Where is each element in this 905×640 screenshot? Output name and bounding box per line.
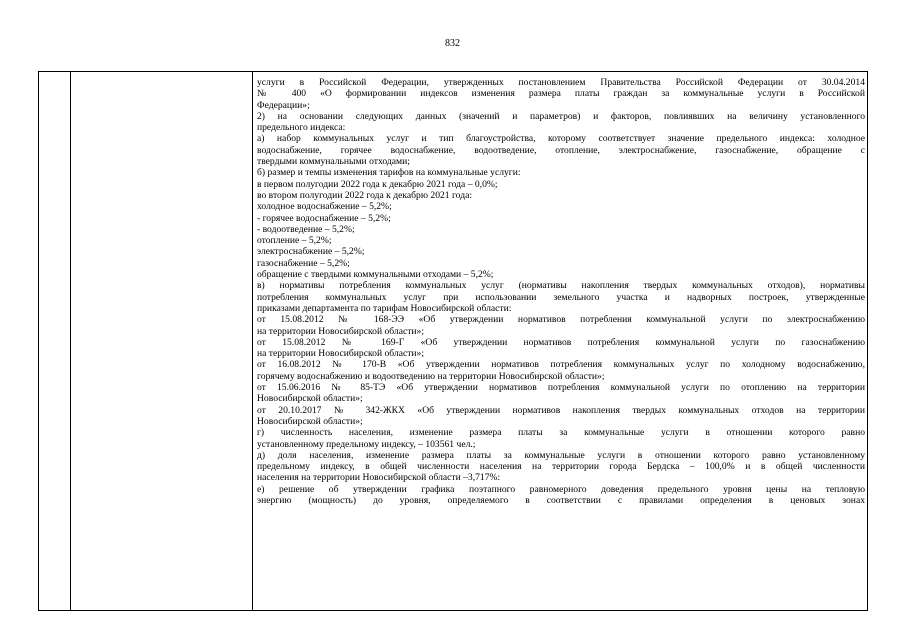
table-text-cell (257, 77, 865, 506)
column-divider-1 (70, 72, 71, 610)
text-line: от 16.08.2012 № 170-В «Об утверждении нормативов потребления коммунальных услуг по холодному водоснабжению, (257, 359, 865, 371)
document-table (38, 71, 868, 611)
text-line: услуги в Российской Федерации, утвержденных постановлением Правительства Российской Федерации от 30.04.2014 (257, 77, 865, 88)
text-line: газоснабжение – 5,2%; (257, 257, 350, 269)
text-line: от 15.06.2016 № 85-ТЭ «Об утверждении нормативов потребления коммунальной услуги по отоплению на территории (257, 382, 865, 394)
text-line: предельному индексу, в общей численности населения на территории города Бердска – 100,0% и в общей численности (257, 461, 865, 473)
text-line: на территории Новосибирской области»; (257, 325, 425, 337)
text-line: во втором полугодии 2022 года к декабрю 2021 года: (257, 189, 473, 201)
text-line: Новосибирской области»; (257, 393, 363, 405)
text-line: обращение с твердыми коммунальными отходами – 5,2%; (257, 269, 494, 281)
text-line: в первом полугодии 2022 года к декабрю 2021 года – 0,0%; (257, 178, 498, 190)
text-line: твердыми коммунальными отходами; (257, 156, 410, 168)
text-line: г) численность населения, изменение размера платы за коммунальные услуги в отношении которого равно (257, 427, 865, 439)
text-line: № 400 «О формировании индексов изменения размера платы граждан за коммунальные услуги в Российской (257, 88, 865, 100)
text-line: водоснабжение, горячее водоснабжение, водоотведение, отопление, электроснабжение, газоснабжение, обращение с (257, 144, 865, 156)
column-divider-2 (252, 72, 253, 610)
text-line: от 20.10.2017 № 342-ЖКХ «Об утверждении нормативов накопления твердых коммунальных отходов на территории (257, 404, 865, 416)
text-line: от 15.08.2012 № 169-Г «Об утверждении нормативов потребления коммунальной услуги по газоснабжению (257, 336, 865, 348)
text-line: потребления коммунальных услуг при использовании земельного участка и надворных построек, утвержденные (257, 291, 865, 303)
text-line: населения на территории Новосибирской области –3,717%: (257, 472, 501, 484)
text-line: 2) на основании следующих данных (значений и параметров) и факторов, повлиявших на величину установленного (257, 110, 865, 122)
text-line: в) нормативы потребления коммунальных услуг (нормативы накопления твердых коммунальных отходов), нормативы (257, 280, 865, 292)
text-line: отопление – 5,2%; (257, 235, 332, 247)
text-line: холодное водоснабжение – 5,2%; (257, 201, 392, 213)
text-line: приказами департамента по тарифам Новосибирской области: (257, 302, 512, 314)
text-line: Новосибирской области»; (257, 415, 363, 427)
text-line: горячему водоснабжению и водоотведению на территории Новосибирской области»; (257, 370, 605, 382)
text-line: е) решение об утверждении графика поэтапного равномерного доведения предельного уровня цены на тепловую (257, 483, 865, 495)
text-line: на территории Новосибирской области»; (257, 348, 425, 360)
text-line: установленному предельному индексу, – 103561 чел.; (257, 438, 476, 450)
text-line: Федерации»; (257, 99, 310, 111)
text-line: - горячее водоснабжение – 5,2%; (257, 212, 391, 224)
text-line: предельного индекса: (257, 122, 346, 134)
text-line: энергию (мощность) до уровня, определяемого в соответствии с правилами определения в ценовых зонах (257, 494, 865, 506)
text-line: электроснабжение – 5,2%; (257, 246, 365, 258)
page-number: 832 (445, 38, 460, 49)
text-line: б) размер и темпы изменения тарифов на коммунальные услуги: (257, 167, 521, 179)
text-line: д) доля населения, изменение размера платы за коммунальные услуги в отношении которого равно установленному (257, 449, 865, 461)
text-line: - водоотведение – 5,2%; (257, 223, 355, 235)
text-line: а) набор коммунальных услуг и тип благоустройства, которому соответствует значение предельного индекса: холодное (257, 133, 865, 145)
text-line: от 15.08.2012 № 168-ЭЭ «Об утверждении нормативов потребления коммунальной услуги по электроснабжению (257, 314, 865, 326)
